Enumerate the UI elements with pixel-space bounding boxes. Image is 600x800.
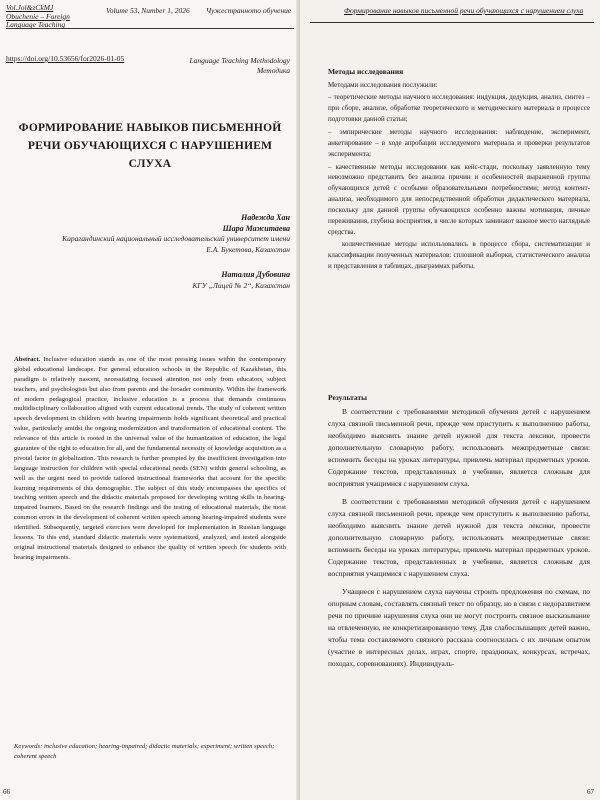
article-title: ФОРМИРОВАНИЕ НАВЫКОВ ПИСЬМЕННОЙ РЕЧИ ОБУЧАЮЩИХСЯ С НАРУШЕНИЕМ СЛУХА xyxy=(18,122,282,170)
abstract-text: Inclusive education stands as one of the most pressing issues within the contemporary global educational landscape. For general education schools in the Republic of Kazakhstan, this paradigm is relatively nascent, necessitating focused attention not only from educators, subject teachers, and psychologists but also from parents and the broader community. Within the framework of modern pedagogical practice, inclusive education is a process that demands continuous multidisciplinary collaboration aligned with current educational trends. The study of coherent written speech development in children with hearing impairments holds significant theoretical and practical value, particularly amidst the ongoing modernization and transformation of educational content. The relevance of this article is rooted in the universal value of the humanization of education, the legal guarantee of the right to education for all, and the fundamental necessity of knowledge acquisition as a pivotal factor in globalization. This research is further prompted by the insufficient investigation into language instruction for children with special educational needs (SEN) within general schooling, as well as the urgent need to provide tailored instructional frameworks that account for the specific learning requirements of this demographic. The subject of this study encompasses the specifics of teaching written speech and the didactic materials proposed for developing writing skills in hearing-impaired learners. Based on the research findings and the testing of educational materials, the most common errors in the development of coherent written speech among hearing-impaired students were identified. Subsequently, targeted exercises were developed for implementation in Russian language lessons. To this end, standard didactic materials were systematized, analyzed, and tested alongside original instructional materials designed to enhance the quality of written speech for students with hearing impairments. xyxy=(14,356,286,561)
results-paragraph: В соответствии с требованиями методикой обучения детей с нарушением слуха связной письменной речи, прежде чем приступить к выполнению работы, необходимо выяснить знание детей нужной для текста лексики, провести дополнительную словарную работу, использовать межпредметные связи: вспомнить беседы на уроках литературы, привлечь материал предметных уроков. Содержание текстов, представленных в учебнике, является сложным для восприятия учащимися с нарушением слуха. xyxy=(328,407,590,488)
journal-section: Чужестранното обучение xyxy=(206,6,292,15)
results-paragraph: Учащиеся с нарушением слуха научены строить предложения по схемам, по опорным словам, составлять связный текст по образцу, но в связи с недоразвитием речи по причине нарушения слуха они не могут построить связное высказывание на отвлеченную, не конкретизированную тему. Для слабослышащих детей важно, чтобы тема составляемого связного рассказа соотносилась с их личным опытом (участие в интересных делах, играх, спорте, праздниках, конкурсах, встречах, походах, соревнованиях). Индивидуаль- xyxy=(328,586,590,668)
authors-block xyxy=(60,212,290,291)
rubric-ru: Методика xyxy=(256,66,290,76)
header-rule-right xyxy=(310,22,594,23)
results-heading: Результаты xyxy=(328,393,367,402)
methods-item: – эмпирические методы научного исследования: наблюдение, эксперимент, анкетирование – в ходе апробации исследуемого материала и проверки результатов эксперимента; xyxy=(328,128,590,158)
methods-heading: Методы исследования xyxy=(328,67,404,76)
right-page xyxy=(300,0,600,800)
methods-item: – теоретические методы научного исследования: индукция, дедукция, анализ, синтез – при сборе, анализе, обработке теоретического и методического материала в процессе подготовки данной статьи; xyxy=(328,93,590,124)
rubric-en: Language Teaching Methodology xyxy=(189,56,290,65)
results-heading-block xyxy=(328,392,590,406)
results-paragraph: В соответствии с требованиями методикой обучения детей с нарушением слуха связной письменной речи, прежде чем приступить к выполнению работы, необходимо выяснить знание детей нужной для текста лексики, провести дополнительную словарную работу, использовать межпредметные связи: вспомнить беседы на уроках литературы, привлечь материал предметных уроков. Содержание текстов, представленных в учебнике, является сложным для восприятия учащимися с нарушением слуха. xyxy=(328,496,590,578)
results-section xyxy=(328,406,590,672)
journal-name: Vol.Jol&zCkMJ Obuchenie – Foreign Language Teaching xyxy=(6,3,70,30)
abstract xyxy=(14,355,286,563)
methods-item: – качественные методы исследования как кейс-стади, поскольку заявленную тему невозможно представить без анализа причин и особенностей выраженной группы обучающихся детей с особыми образовательными потребностями; метод контент-анализа, необходимого для непосредственной обработки дидактического материала, поскольку для данной группы обучающихся особенно важны мотивация, личные переживания, глубина восприятия, в числе которых заминают важное место наглядные средства. xyxy=(328,162,590,236)
methods-section xyxy=(328,66,590,274)
author-name: Наталия Дубовина xyxy=(221,270,290,280)
author-affiliation: КГУ „Лицей № 2“, Казахстан xyxy=(192,280,290,290)
running-head-right: Формирование навыков письменной речи обучающихся с нарушением слуха xyxy=(344,6,584,15)
author-name: Шара Мажитаева xyxy=(222,224,290,234)
page-number-left: 66 xyxy=(3,788,10,796)
header-rule-left xyxy=(6,28,294,29)
methods-item: количественные методы использовались в процессе сбора, систематизации и классификации полученных материалов: сплошной выборки, статистического анализа и представления в таблицах, диаграммах работы. xyxy=(328,240,590,271)
author-affiliation: Карагандинский национальный исследовательский университет имени Е.А. Букетова, Казахстан xyxy=(62,234,290,254)
rubric xyxy=(180,56,290,76)
methods-intro: Методами исследования послужили: xyxy=(328,80,438,89)
doi-link[interactable]: https://doi.org/10.53656/for2026-01-05 xyxy=(6,54,125,63)
abstract-label: Abstract. xyxy=(14,356,41,363)
author-name: Надежда Хан xyxy=(241,213,290,222)
volume-info: Volume 53, Number 1, 2026 xyxy=(106,6,190,15)
page-number-right: 67 xyxy=(587,788,594,796)
keywords: Keywords: inclusive education; hearing-impaired; didactic materials; experiment; written speech; coherent speech xyxy=(14,743,275,760)
